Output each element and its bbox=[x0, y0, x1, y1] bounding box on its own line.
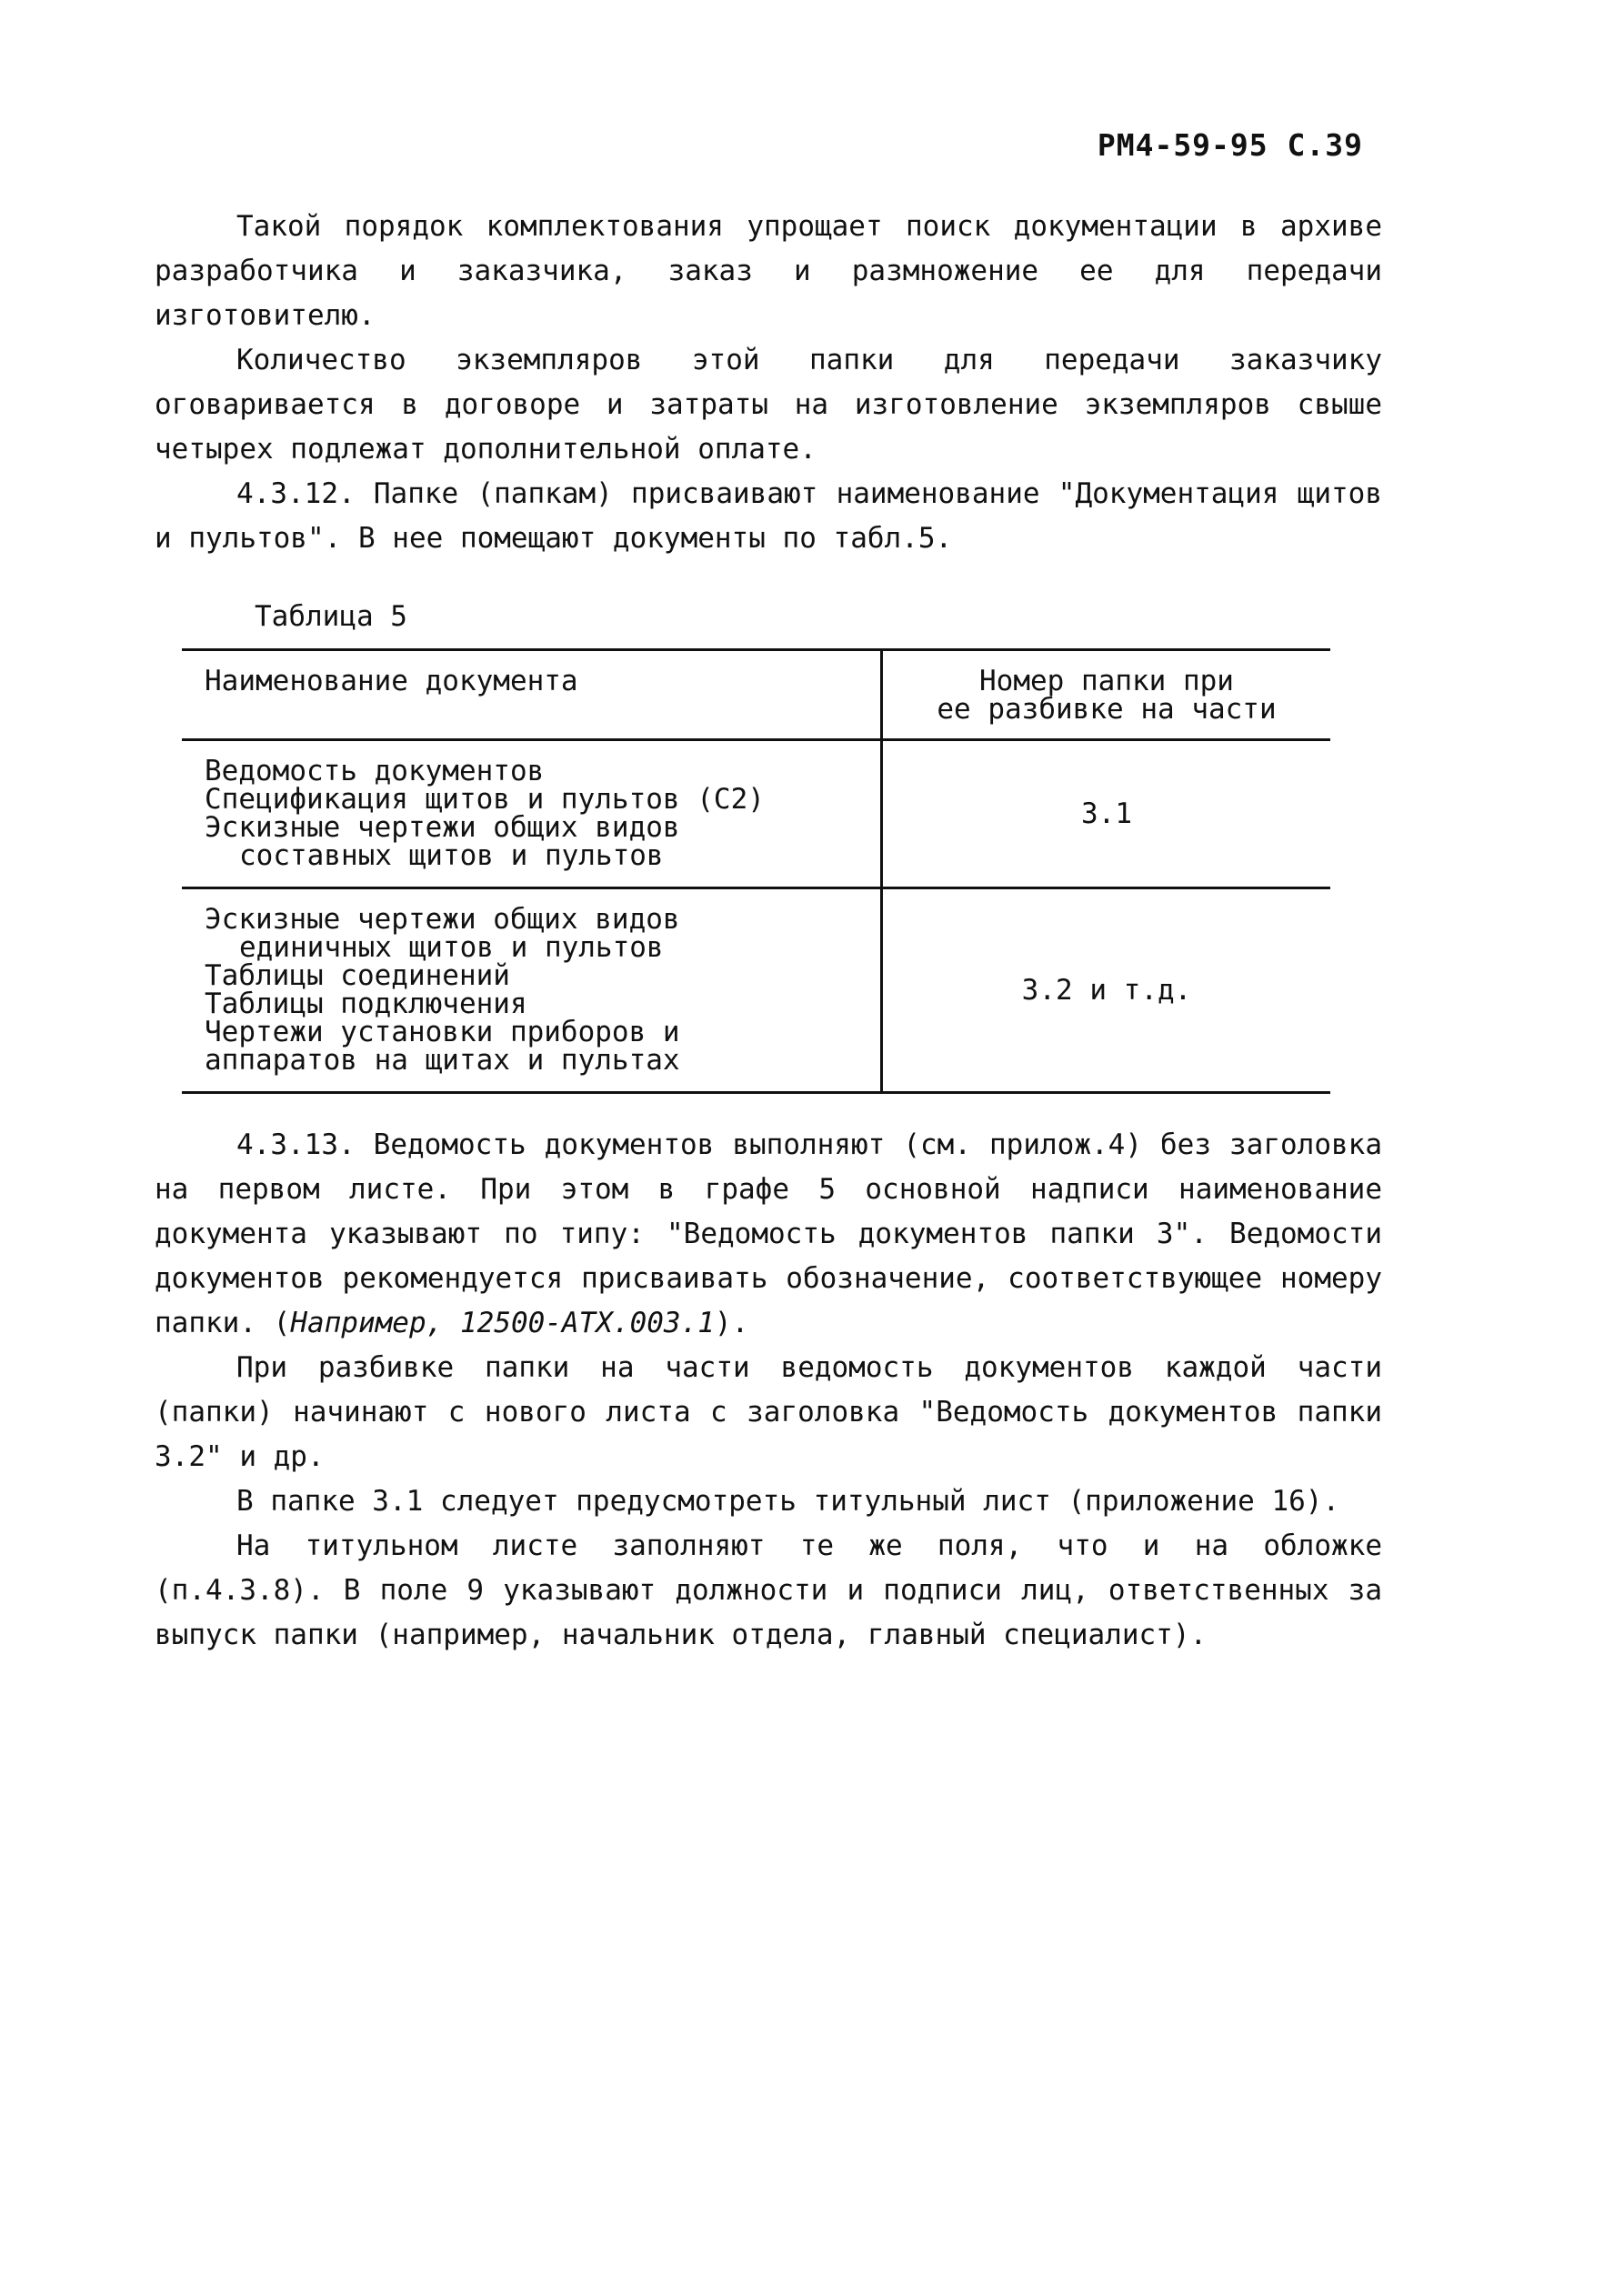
folder-number-cell: 3.1 bbox=[882, 740, 1331, 888]
text-block-bottom bbox=[155, 1123, 1382, 1658]
document-name: составных щитов и пультов bbox=[239, 839, 664, 872]
document-name: Эскизные чертежи общих видов bbox=[205, 811, 680, 844]
document-name: Таблицы соединений bbox=[205, 959, 510, 992]
header-label: ее разбивке на части bbox=[937, 693, 1277, 726]
header-document-name bbox=[182, 650, 882, 740]
header-label: Наименование документа bbox=[205, 665, 578, 697]
document-name: единичных щитов и пультов bbox=[239, 931, 664, 964]
table-row bbox=[182, 740, 1330, 888]
document-name: Чертежи установки приборов и bbox=[205, 1016, 680, 1048]
header-label: Номер папки при bbox=[979, 665, 1234, 697]
document-name: Таблицы подключения bbox=[205, 988, 527, 1020]
paragraph-text: ). bbox=[714, 1307, 749, 1339]
paragraph bbox=[155, 1123, 1382, 1346]
text-block-top bbox=[155, 205, 1382, 561]
paragraph-text: 4.3.13. Ведомость документов выполняют (см. прилож.4) без заголовка на первом листе. При этом в графе 5 основной надписи наименование документа указывают по типу: "Ведомость документов папки 3". Ведомости документов рекомендуется присваивать обозначение, соответствующее номеру папки. ( bbox=[155, 1128, 1382, 1339]
document-name: Ведомость документов bbox=[205, 755, 545, 787]
table-header-row bbox=[182, 650, 1330, 740]
document-names-cell bbox=[182, 740, 882, 888]
paragraph: Количество экземпляров этой папки для передачи заказчику оговаривается в договоре и затраты на изготовление экземпляров свыше четырех подлежат дополнительной оплате. bbox=[155, 344, 1382, 466]
page-header-doc-code: РМ4-59-95 С.39 bbox=[1097, 127, 1363, 163]
document-name: Эскизные чертежи общих видов bbox=[205, 903, 680, 936]
example-designation: Например, 12500-АТХ.003.1 bbox=[290, 1307, 715, 1339]
paragraph: 4.3.12. Папке (папкам) присваивают наименование "Документация щитов и пультов". В нее помещают документы по табл.5. bbox=[155, 477, 1382, 555]
header-folder-number bbox=[882, 650, 1331, 740]
document-name: аппаратов на щитах и пультах bbox=[205, 1044, 680, 1077]
table-row bbox=[182, 888, 1330, 1093]
paragraph: На титульном листе заполняют те же поля, что и на обложке (п.4.3.8). В поле 9 указывают должности и подписи лиц, ответственных за выпуск папки (например, начальник отдела, главный специалист). bbox=[155, 1529, 1382, 1651]
folder-number-cell: 3.2 и т.д. bbox=[882, 888, 1331, 1093]
document-names-cell bbox=[182, 888, 882, 1093]
documents-table bbox=[182, 648, 1330, 1094]
paragraph: При разбивке папки на части ведомость документов каждой части (папки) начинают с нового листа с заголовка "Ведомость документов папки 3.2" и др. bbox=[155, 1351, 1382, 1473]
paragraph: В папке 3.1 следует предусмотреть титульный лист (приложение 16). bbox=[236, 1485, 1340, 1518]
paragraph: Такой порядок комплектования упрощает поиск документации в архиве разработчика и заказчика, заказ и размножение ее для передачи изготовителю. bbox=[155, 210, 1382, 332]
document-name: Спецификация щитов и пультов (С2) bbox=[205, 783, 765, 816]
table-caption: Таблица 5 bbox=[255, 600, 407, 633]
